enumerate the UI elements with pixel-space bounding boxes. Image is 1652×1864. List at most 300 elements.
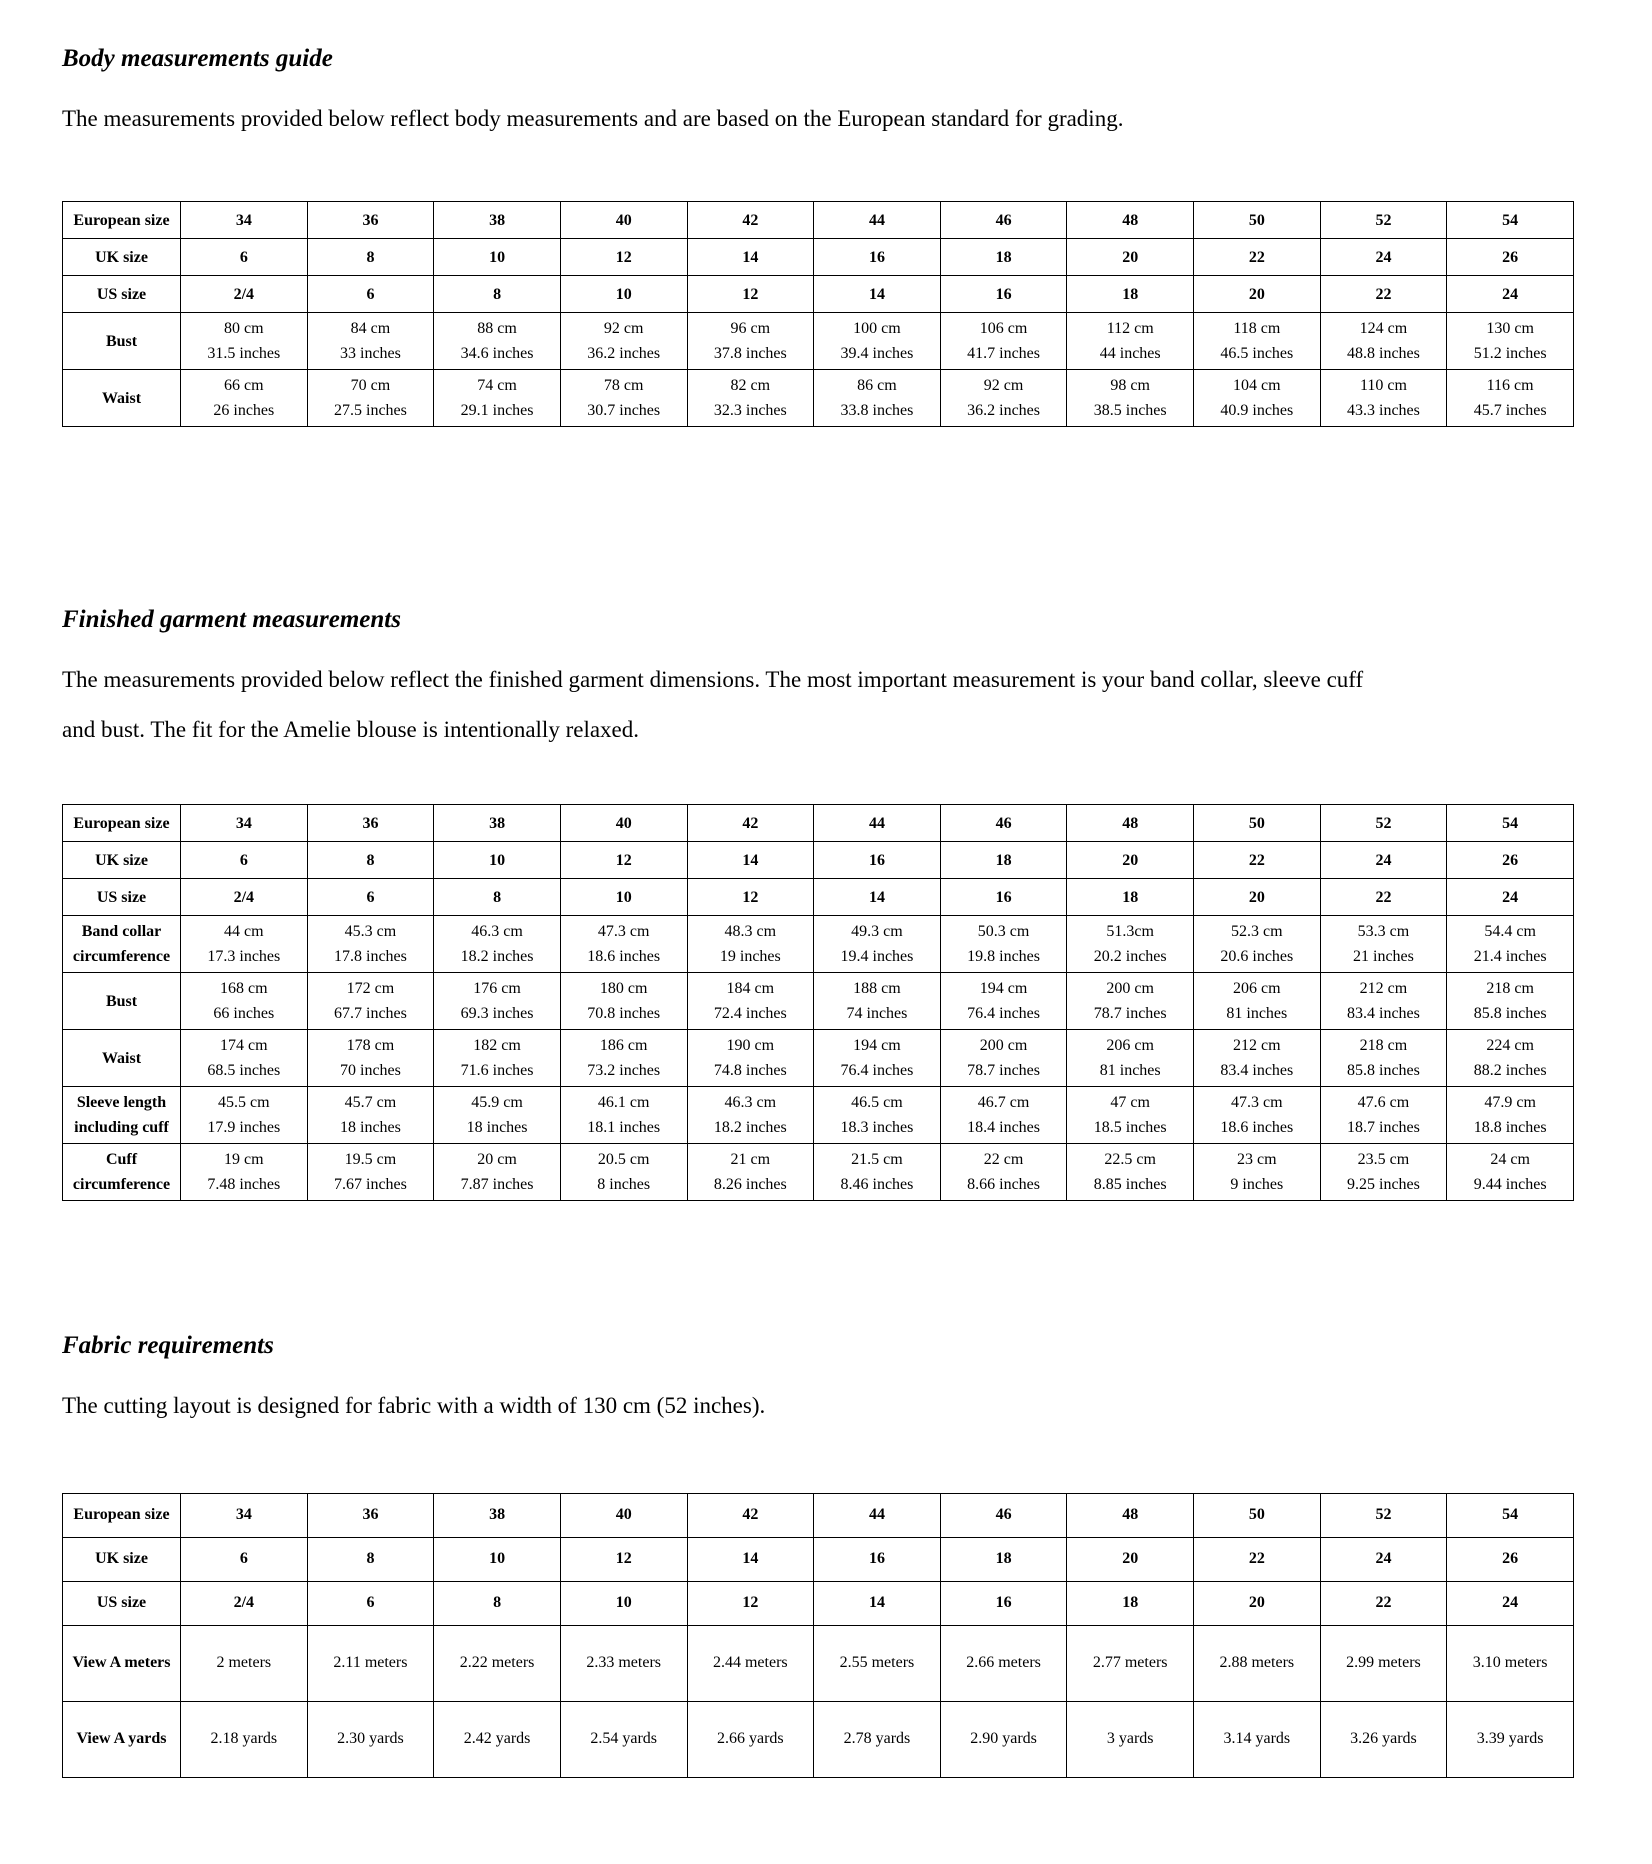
table-cell: 2/4 <box>181 879 308 916</box>
cell-line: 51.3cm <box>1106 922 1154 940</box>
cell-line: 124 cm <box>1359 319 1408 337</box>
cell-line: 52.3 cm <box>1231 922 1283 940</box>
cell-line: 20 cm <box>477 1150 517 1168</box>
table-cell: 10 <box>434 1537 561 1581</box>
table-row <box>63 202 1574 239</box>
table-cell: 14 <box>814 1581 941 1625</box>
table-cell <box>181 1030 308 1087</box>
table-cell: 2.18 yards <box>181 1701 308 1777</box>
table-cell: 42 <box>687 202 814 239</box>
cell-line: 19.4 inches <box>840 948 914 966</box>
cell-line: 80 cm <box>224 319 264 337</box>
cell-line: 47.3 cm <box>1231 1093 1283 1111</box>
cell-line: 176 cm <box>473 979 521 997</box>
cell-line: 24 cm <box>1490 1150 1530 1168</box>
table-cell <box>814 973 941 1030</box>
cell-line: 70.8 inches <box>587 1005 661 1023</box>
cell-line: 46.5 cm <box>851 1093 903 1111</box>
table-cell: 6 <box>307 1581 434 1625</box>
table-cell: 2.55 meters <box>814 1625 941 1701</box>
table-cell: 2/4 <box>181 276 308 313</box>
table-cell: 10 <box>560 1581 687 1625</box>
cell-line: 82 cm <box>730 376 771 394</box>
cell-line: 41.7 inches <box>967 345 1040 363</box>
cell-line: 18.2 inches <box>713 1119 787 1137</box>
table-cell <box>560 1030 687 1087</box>
cell-line: 78.7 inches <box>967 1062 1040 1080</box>
cell-line: 18.4 inches <box>967 1119 1040 1137</box>
cell-line: 78.7 inches <box>1093 1005 1167 1023</box>
cell-line: 34.6 inches <box>460 345 534 363</box>
cell-line: 17.3 inches <box>207 948 281 966</box>
table-cell <box>181 973 308 1030</box>
table-cell <box>560 1087 687 1144</box>
row-label: US size <box>63 879 181 916</box>
table-cell <box>1447 1087 1574 1144</box>
cell-line: 21.5 cm <box>851 1150 903 1168</box>
table-cell: 22 <box>1194 1537 1321 1581</box>
table-cell: 24 <box>1320 842 1447 879</box>
table-cell: 10 <box>560 276 687 313</box>
table-cell: 48 <box>1067 805 1194 842</box>
cell-line: 188 cm <box>853 979 901 997</box>
finished-garment-heading: Finished garment measurements <box>62 606 401 634</box>
table-cell: 10 <box>560 879 687 916</box>
table-cell: 2.11 meters <box>307 1625 434 1701</box>
table-cell: 18 <box>940 1537 1067 1581</box>
cell-line: 8.46 inches <box>840 1176 914 1194</box>
table-cell <box>1320 370 1447 427</box>
cell-line: 23.5 cm <box>1357 1150 1410 1168</box>
table-cell: 38 <box>434 1493 561 1537</box>
row-label: UK size <box>63 239 181 276</box>
fabric-requirements-table <box>62 1493 1574 1778</box>
cell-line: 49.3 cm <box>851 922 903 940</box>
cell-line: 46.3 cm <box>724 1093 777 1111</box>
table-cell <box>434 973 561 1030</box>
table-row <box>63 1030 1574 1087</box>
table-cell: 2.44 meters <box>687 1625 814 1701</box>
fabric-requirements-paragraph: The cutting layout is designed for fabric with a width of 130 cm (52 inches). <box>62 1393 766 1419</box>
table-cell <box>307 1087 434 1144</box>
table-cell: 36 <box>307 202 434 239</box>
cell-line: 84 cm <box>350 319 391 337</box>
table-cell: 12 <box>687 276 814 313</box>
cell-line: 54.4 cm <box>1484 922 1536 940</box>
cell-line: 112 cm <box>1106 319 1154 337</box>
table-row <box>63 1493 1574 1537</box>
table-cell: 24 <box>1447 879 1574 916</box>
table-cell <box>687 1030 814 1087</box>
table-cell: 3.10 meters <box>1447 1625 1574 1701</box>
table-cell: 2 meters <box>181 1625 308 1701</box>
table-cell: 3 yards <box>1067 1701 1194 1777</box>
cell-line: 7.48 inches <box>207 1176 281 1194</box>
cell-line: 85.8 inches <box>1473 1005 1547 1023</box>
cell-line: 172 cm <box>346 979 395 997</box>
table-cell: 16 <box>814 842 941 879</box>
cell-line: 7.87 inches <box>460 1176 534 1194</box>
cell-line: 66 cm <box>224 376 264 394</box>
table-cell: 2.66 meters <box>940 1625 1067 1701</box>
cell-line: 48.8 inches <box>1347 345 1420 363</box>
table-cell: 38 <box>434 202 561 239</box>
cell-line: 76.4 inches <box>967 1005 1040 1023</box>
table-cell: 40 <box>560 805 687 842</box>
table-row <box>63 973 1574 1030</box>
cell-line: 47 cm <box>1110 1093 1150 1111</box>
row-label: Bust <box>63 313 181 370</box>
cell-line: 45.3 cm <box>344 922 397 940</box>
table-cell: 24 <box>1320 239 1447 276</box>
cell-line: 19 cm <box>224 1150 264 1168</box>
body-measurements-heading: Body measurements guide <box>62 45 333 72</box>
table-cell: 16 <box>940 1581 1067 1625</box>
cell-line: 92 cm <box>983 376 1024 394</box>
cell-line: 86 cm <box>857 376 897 394</box>
cell-line: 22.5 cm <box>1104 1150 1156 1168</box>
cell-line: 116 cm <box>1486 376 1534 394</box>
table-cell: 36 <box>307 1493 434 1537</box>
table-cell <box>940 973 1067 1030</box>
table-row <box>63 239 1574 276</box>
table-cell: 34 <box>181 202 308 239</box>
cell-line: 48.3 cm <box>724 922 777 940</box>
table-cell <box>181 313 308 370</box>
table-cell <box>814 1030 941 1087</box>
cell-line: 45.7 cm <box>344 1093 397 1111</box>
row-label: European size <box>63 1493 181 1537</box>
table-cell: 2.33 meters <box>560 1625 687 1701</box>
table-cell: 6 <box>307 879 434 916</box>
table-cell: 44 <box>814 202 941 239</box>
table-cell <box>1194 916 1321 973</box>
table-cell: 20 <box>1067 239 1194 276</box>
cell-line: 39.4 inches <box>840 345 914 363</box>
table-cell: 20 <box>1194 879 1321 916</box>
table-cell: 8 <box>307 239 434 276</box>
table-row <box>63 1581 1574 1625</box>
cell-line: 40.9 inches <box>1220 402 1294 420</box>
table-cell: 40 <box>560 202 687 239</box>
cell-line: 18.1 inches <box>587 1119 661 1137</box>
table-cell <box>1194 1144 1321 1201</box>
table-cell: 12 <box>560 842 687 879</box>
cell-line: 36.2 inches <box>587 345 661 363</box>
table-cell <box>814 1144 941 1201</box>
cell-line: 22 cm <box>983 1150 1024 1168</box>
table-cell: 22 <box>1320 1581 1447 1625</box>
cell-line: 18.5 inches <box>1093 1119 1167 1137</box>
table-cell: 16 <box>814 239 941 276</box>
table-cell: 12 <box>560 239 687 276</box>
cell-line: 27.5 inches <box>334 402 407 420</box>
table-cell <box>1320 313 1447 370</box>
cell-line: 85.8 inches <box>1347 1062 1420 1080</box>
cell-line: 31.5 inches <box>207 345 281 363</box>
cell-line: 194 cm <box>853 1036 901 1054</box>
cell-line: 78 cm <box>603 376 644 394</box>
cell-line: 29.1 inches <box>460 402 534 420</box>
cell-line: 130 cm <box>1486 319 1534 337</box>
table-cell <box>1447 370 1574 427</box>
table-cell: 40 <box>560 1493 687 1537</box>
cell-line: 8.26 inches <box>713 1176 787 1194</box>
table-cell <box>434 1144 561 1201</box>
cell-line: 18.6 inches <box>587 948 661 966</box>
table-cell: 46 <box>940 1493 1067 1537</box>
cell-line: 218 cm <box>1486 979 1534 997</box>
row-label: European size <box>63 805 181 842</box>
table-cell: 18 <box>1067 879 1194 916</box>
table-cell: 6 <box>181 239 308 276</box>
table-cell: 34 <box>181 1493 308 1537</box>
table-cell <box>1067 1144 1194 1201</box>
cell-line: 74 cm <box>477 376 517 394</box>
cell-line: 74.8 inches <box>713 1062 787 1080</box>
table-cell: 3.26 yards <box>1320 1701 1447 1777</box>
table-cell: 2.77 meters <box>1067 1625 1194 1701</box>
table-cell: 6 <box>307 276 434 313</box>
cell-line: 118 cm <box>1233 319 1281 337</box>
table-cell: 26 <box>1447 842 1574 879</box>
finished-garment-table <box>62 804 1574 1201</box>
table-cell: 2.78 yards <box>814 1701 941 1777</box>
table-cell: 52 <box>1320 202 1447 239</box>
cell-line: 174 cm <box>220 1036 268 1054</box>
cell-line: 19.5 cm <box>344 1150 397 1168</box>
cell-line: 218 cm <box>1359 1036 1408 1054</box>
table-cell: 10 <box>434 239 561 276</box>
table-cell: 2/4 <box>181 1581 308 1625</box>
table-cell <box>307 1144 434 1201</box>
table-cell: 44 <box>814 805 941 842</box>
table-cell: 16 <box>940 276 1067 313</box>
cell-line: 18.7 inches <box>1347 1119 1420 1137</box>
table-cell: 6 <box>181 1537 308 1581</box>
table-row <box>63 842 1574 879</box>
table-cell <box>434 1087 561 1144</box>
body-measurements-table <box>62 201 1574 427</box>
cell-line: 67.7 inches <box>334 1005 407 1023</box>
table-cell: 8 <box>307 842 434 879</box>
table-cell <box>1447 313 1574 370</box>
table-cell: 2.54 yards <box>560 1701 687 1777</box>
table-cell: 48 <box>1067 202 1194 239</box>
table-cell <box>307 916 434 973</box>
cell-line: 20.5 cm <box>597 1150 650 1168</box>
table-cell: 26 <box>1447 239 1574 276</box>
table-cell <box>687 916 814 973</box>
cell-line: 19 inches <box>719 948 781 966</box>
cell-line: 70 inches <box>340 1062 401 1080</box>
table-cell: 20 <box>1067 1537 1194 1581</box>
cell-line: 8.66 inches <box>967 1176 1040 1194</box>
cell-line: 45.5 cm <box>218 1093 270 1111</box>
cell-line: 88 cm <box>477 319 517 337</box>
table-cell <box>1320 1030 1447 1087</box>
table-cell <box>181 1144 308 1201</box>
cell-line: 88.2 inches <box>1473 1062 1547 1080</box>
table-cell: 20 <box>1194 276 1321 313</box>
table-cell: 2.30 yards <box>307 1701 434 1777</box>
cell-line: 47.6 cm <box>1357 1093 1410 1111</box>
table-cell <box>1194 370 1321 427</box>
table-cell <box>940 313 1067 370</box>
table-cell <box>1194 973 1321 1030</box>
table-cell: 3.14 yards <box>1194 1701 1321 1777</box>
table-row <box>63 805 1574 842</box>
table-cell <box>434 1030 561 1087</box>
table-cell <box>181 370 308 427</box>
table-cell: 2.90 yards <box>940 1701 1067 1777</box>
table-cell: 54 <box>1447 1493 1574 1537</box>
table-cell: 8 <box>307 1537 434 1581</box>
cell-line: 46.3 cm <box>471 922 523 940</box>
table-cell <box>307 370 434 427</box>
table-cell <box>434 313 561 370</box>
table-cell: 2.22 meters <box>434 1625 561 1701</box>
table-cell: 18 <box>940 842 1067 879</box>
cell-line: 74 inches <box>846 1005 908 1023</box>
row-label: UK size <box>63 842 181 879</box>
cell-line: 18.2 inches <box>460 948 534 966</box>
row-label: Band collar circumference <box>63 916 181 973</box>
cell-line: 96 cm <box>730 319 771 337</box>
table-row <box>63 879 1574 916</box>
table-cell: 42 <box>687 805 814 842</box>
table-cell: 24 <box>1320 1537 1447 1581</box>
table-cell: 2.88 meters <box>1194 1625 1321 1701</box>
cell-line: 66 inches <box>213 1005 275 1023</box>
finished-garment-paragraph: The measurements provided below reflect the finished garment dimensions. The most important measurement is your band collar, sleeve cuff and bust. The fit for the Amelie blouse is intentionally relaxed. <box>62 667 1364 742</box>
table-cell: 6 <box>181 842 308 879</box>
cell-line: 212 cm <box>1233 1036 1281 1054</box>
row-label: View A yards <box>63 1701 181 1777</box>
table-cell: 14 <box>814 879 941 916</box>
table-cell: 10 <box>434 842 561 879</box>
cell-line: 182 cm <box>473 1036 521 1054</box>
cell-line: 46.1 cm <box>597 1093 650 1111</box>
section-fabric-requirements <box>62 1331 1590 1777</box>
table-cell <box>1067 973 1194 1030</box>
table-cell <box>307 313 434 370</box>
body-measurements-paragraph: The measurements provided below reflect body measurements and are based on the European standard for grading. <box>62 106 1124 131</box>
table-cell <box>814 1087 941 1144</box>
table-cell: 36 <box>307 805 434 842</box>
table-cell <box>1067 313 1194 370</box>
table-cell: 2.99 meters <box>1320 1625 1447 1701</box>
table-cell <box>560 370 687 427</box>
cell-line: 46.7 cm <box>977 1093 1030 1111</box>
table-cell: 22 <box>1194 842 1321 879</box>
cell-line: 20.2 inches <box>1093 948 1167 966</box>
table-cell: 52 <box>1320 805 1447 842</box>
section-finished-garment <box>62 605 1590 1201</box>
cell-line: 44 inches <box>1099 345 1161 363</box>
table-cell <box>1194 313 1321 370</box>
table-cell <box>1067 916 1194 973</box>
cell-line: 206 cm <box>1106 1036 1154 1054</box>
table-cell <box>181 916 308 973</box>
table-cell: 50 <box>1194 1493 1321 1537</box>
cell-line: 71.6 inches <box>460 1062 534 1080</box>
table-cell: 54 <box>1447 202 1574 239</box>
cell-line: 17.9 inches <box>207 1119 281 1137</box>
cell-line: 43.3 inches <box>1347 402 1420 420</box>
cell-line: 73.2 inches <box>587 1062 661 1080</box>
cell-line: 106 cm <box>979 319 1028 337</box>
table-cell <box>560 1144 687 1201</box>
cell-line: 47.3 cm <box>597 922 650 940</box>
table-cell <box>1447 916 1574 973</box>
cell-line: 45.9 cm <box>471 1093 523 1111</box>
table-cell <box>1194 1030 1321 1087</box>
table-cell: 38 <box>434 805 561 842</box>
cell-line: 180 cm <box>599 979 648 997</box>
table-row <box>63 1087 1574 1144</box>
table-cell <box>1320 1144 1447 1201</box>
table-cell <box>560 916 687 973</box>
cell-line: 184 cm <box>726 979 775 997</box>
table-cell: 22 <box>1320 879 1447 916</box>
table-cell <box>1194 1087 1321 1144</box>
table-cell: 20 <box>1067 842 1194 879</box>
cell-line: 33 inches <box>340 345 401 363</box>
table-cell: 50 <box>1194 202 1321 239</box>
table-cell <box>1320 973 1447 1030</box>
cell-line: 8 inches <box>597 1176 651 1194</box>
cell-line: 100 cm <box>853 319 901 337</box>
cell-line: 17.8 inches <box>334 948 407 966</box>
table-row <box>63 1701 1574 1777</box>
cell-line: 53.3 cm <box>1357 922 1410 940</box>
table-cell: 22 <box>1194 239 1321 276</box>
table-cell: 2.66 yards <box>687 1701 814 1777</box>
table-cell: 48 <box>1067 1493 1194 1537</box>
table-cell: 16 <box>814 1537 941 1581</box>
section-body-measurements <box>62 44 1590 427</box>
table-cell <box>1067 1030 1194 1087</box>
table-cell: 8 <box>434 276 561 313</box>
cell-line: 194 cm <box>979 979 1028 997</box>
table-cell <box>814 916 941 973</box>
table-cell: 24 <box>1447 276 1574 313</box>
cell-line: 18 inches <box>340 1119 401 1137</box>
table-cell <box>560 973 687 1030</box>
cell-line: 98 cm <box>1110 376 1150 394</box>
cell-line: 33.8 inches <box>840 402 914 420</box>
table-cell: 24 <box>1447 1581 1574 1625</box>
table-cell <box>1067 1087 1194 1144</box>
cell-line: 70 cm <box>350 376 391 394</box>
table-cell <box>560 313 687 370</box>
table-cell: 14 <box>687 239 814 276</box>
row-label: US size <box>63 276 181 313</box>
cell-line: 168 cm <box>220 979 268 997</box>
cell-line: 46.5 inches <box>1220 345 1294 363</box>
table-cell <box>1447 1030 1574 1087</box>
cell-line: 36.2 inches <box>967 402 1040 420</box>
cell-line: 190 cm <box>726 1036 775 1054</box>
cell-line: 200 cm <box>1106 979 1154 997</box>
cell-line: 81 inches <box>1099 1062 1161 1080</box>
cell-line: 21.4 inches <box>1473 948 1547 966</box>
cell-line: 8.85 inches <box>1093 1176 1167 1194</box>
table-cell: 52 <box>1320 1493 1447 1537</box>
table-cell <box>1447 973 1574 1030</box>
row-label: Waist <box>63 1030 181 1087</box>
